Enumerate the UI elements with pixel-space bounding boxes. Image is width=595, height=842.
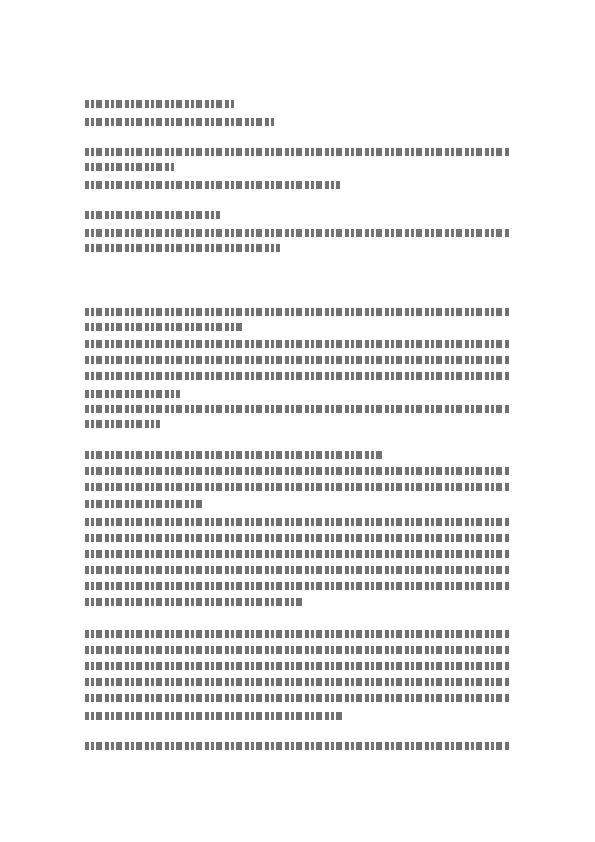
subheading-body-line-2 bbox=[85, 244, 280, 252]
para1-line-7 bbox=[85, 405, 510, 413]
para1-line-6 bbox=[85, 390, 180, 398]
para3-line-1 bbox=[85, 630, 510, 638]
para1-line-5 bbox=[85, 372, 510, 380]
para2-line-5 bbox=[85, 534, 510, 542]
para3-line-4 bbox=[85, 678, 510, 686]
para2-heading bbox=[85, 451, 385, 459]
header-line-1 bbox=[85, 100, 235, 108]
final-line bbox=[85, 742, 510, 750]
para3-line-6 bbox=[85, 712, 345, 720]
header-line-2 bbox=[85, 118, 275, 126]
para3-line-2 bbox=[85, 646, 510, 654]
para2-line-2 bbox=[85, 483, 510, 491]
intro-line-3 bbox=[85, 181, 340, 189]
intro-line-1 bbox=[85, 148, 510, 156]
para1-line-3 bbox=[85, 340, 510, 348]
subheading bbox=[85, 211, 220, 219]
intro-line-2 bbox=[85, 163, 175, 171]
para1-line-2 bbox=[85, 323, 245, 331]
para2-line-4 bbox=[85, 518, 510, 526]
para2-line-1 bbox=[85, 467, 510, 475]
para2-line-8 bbox=[85, 582, 510, 590]
para3-line-3 bbox=[85, 662, 510, 670]
para2-line-3 bbox=[85, 500, 205, 508]
para2-line-7 bbox=[85, 566, 510, 574]
para1-line-4 bbox=[85, 356, 510, 364]
para2-line-6 bbox=[85, 550, 510, 558]
para3-line-5 bbox=[85, 694, 510, 702]
para1-line-1 bbox=[85, 308, 510, 316]
para1-line-8 bbox=[85, 420, 160, 428]
para2-line-9 bbox=[85, 598, 305, 606]
subheading-body-line-1 bbox=[85, 229, 510, 237]
